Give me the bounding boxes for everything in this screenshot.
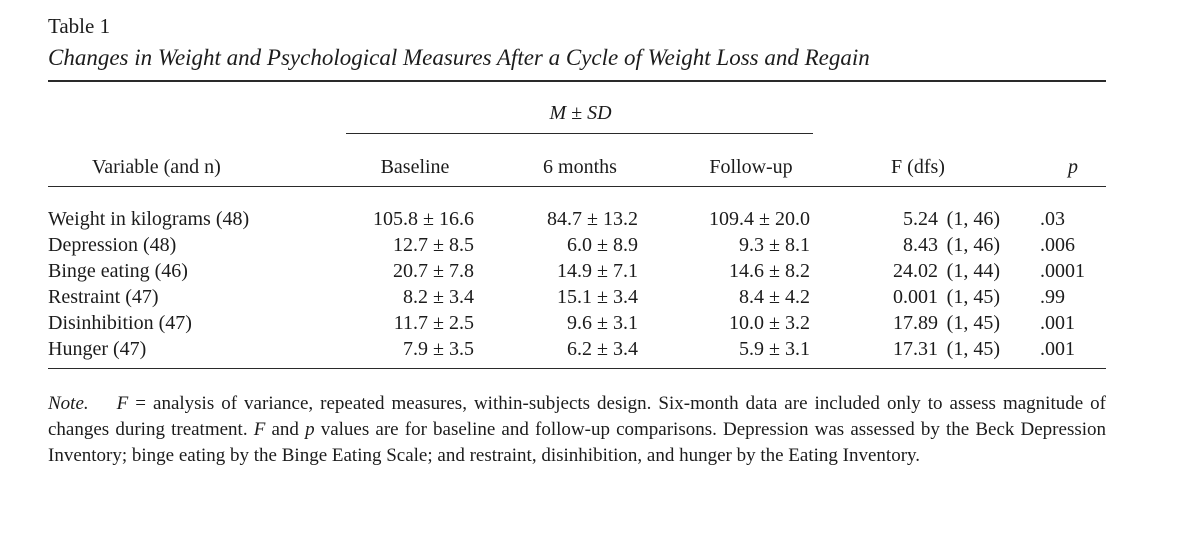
- header-rule: [48, 186, 1106, 187]
- cell-six-months: 9.6 ± 3.1: [567, 312, 638, 334]
- cell-follow-up: 10.0 ± 3.2: [729, 312, 810, 334]
- note-label: Note.: [48, 393, 89, 414]
- header-variable: Variable (and n): [92, 156, 221, 178]
- cell-p: .006: [1040, 234, 1075, 256]
- cell-follow-up: 109.4 ± 20.0: [709, 208, 810, 230]
- cell-six-months: 14.9 ± 7.1: [557, 260, 638, 282]
- cell-variable: Binge eating (46): [48, 260, 188, 282]
- cell-baseline: 105.8 ± 16.6: [373, 208, 474, 230]
- cell-baseline: 8.2 ± 3.4: [403, 286, 474, 308]
- cell-variable: Weight in kilograms (48): [48, 208, 250, 230]
- cell-p: .0001: [1040, 260, 1085, 282]
- bottom-rule: [48, 368, 1106, 369]
- note-f-symbol-2: F: [253, 419, 266, 440]
- cell-f: 17.31: [893, 338, 938, 360]
- header-baseline: Baseline: [380, 156, 450, 178]
- spanner-rule: [346, 133, 813, 134]
- cell-six-months: 84.7 ± 13.2: [547, 208, 638, 230]
- cell-variable: Hunger (47): [48, 338, 147, 360]
- cell-baseline: 11.7 ± 2.5: [393, 312, 474, 334]
- cell-variable: Restraint (47): [48, 286, 159, 308]
- cell-p: .03: [1040, 208, 1065, 230]
- spanner-label: M ± SD: [549, 102, 612, 124]
- note-text-3: values are for baseline and follow-up comparisons. Depression was assessed by the Beck Depression Inventory; binge eating by the Binge Eating Scale; and restraint, disinhibition, and hunger by the Eating Inventory.: [48, 419, 1107, 466]
- table-row: [48, 260, 1106, 286]
- cell-dfs: (1, 45): [946, 338, 1000, 360]
- table-label: Table 1: [48, 14, 111, 38]
- cell-variable: Disinhibition (47): [48, 312, 192, 334]
- table-title: Changes in Weight and Psychological Measures After a Cycle of Weight Loss and Regain: [48, 45, 870, 70]
- cell-six-months: 6.2 ± 3.4: [567, 338, 638, 360]
- cell-f: 17.89: [893, 312, 938, 334]
- table-row: [48, 208, 1106, 234]
- cell-baseline: 12.7 ± 8.5: [393, 234, 474, 256]
- cell-f: 24.02: [893, 260, 938, 282]
- table-note: [48, 391, 1106, 469]
- table-row: [48, 338, 1106, 364]
- cell-variable: Depression (48): [48, 234, 177, 256]
- cell-p: .001: [1040, 312, 1075, 334]
- cell-p: .001: [1040, 338, 1075, 360]
- table-row: [48, 286, 1106, 312]
- cell-follow-up: 9.3 ± 8.1: [739, 234, 810, 256]
- cell-six-months: 6.0 ± 8.9: [567, 234, 638, 256]
- header-six-months: 6 months: [543, 156, 617, 178]
- cell-dfs: (1, 45): [946, 312, 1000, 334]
- cell-baseline: 7.9 ± 3.5: [403, 338, 474, 360]
- top-rule: [48, 80, 1106, 82]
- note-p-symbol: p: [305, 419, 315, 440]
- cell-f: 5.24: [903, 208, 938, 230]
- header-f-dfs: F (dfs): [891, 156, 945, 178]
- table-row: [48, 312, 1106, 338]
- cell-dfs: (1, 46): [946, 208, 1000, 230]
- cell-six-months: 15.1 ± 3.4: [557, 286, 638, 308]
- cell-follow-up: 5.9 ± 3.1: [739, 338, 810, 360]
- cell-dfs: (1, 46): [946, 234, 1000, 256]
- cell-f: 0.001: [893, 286, 938, 308]
- cell-dfs: (1, 45): [946, 286, 1000, 308]
- table-body: [48, 208, 1106, 364]
- cell-p: .99: [1040, 286, 1065, 308]
- header-follow-up: Follow-up: [709, 156, 793, 178]
- cell-dfs: (1, 44): [946, 260, 1000, 282]
- table-row: [48, 234, 1106, 260]
- cell-f: 8.43: [903, 234, 938, 256]
- header-p: p: [1068, 156, 1078, 178]
- note-text-1: = analysis of variance, repeated measures, within-subjects design. Six-month data are included only to assess magnitude of changes during treatment.: [48, 393, 1106, 440]
- note-f-symbol: F: [116, 393, 129, 414]
- cell-baseline: 20.7 ± 7.8: [393, 260, 474, 282]
- note-text-2: and: [265, 419, 306, 440]
- cell-follow-up: 14.6 ± 8.2: [729, 260, 810, 282]
- cell-follow-up: 8.4 ± 4.2: [739, 286, 810, 308]
